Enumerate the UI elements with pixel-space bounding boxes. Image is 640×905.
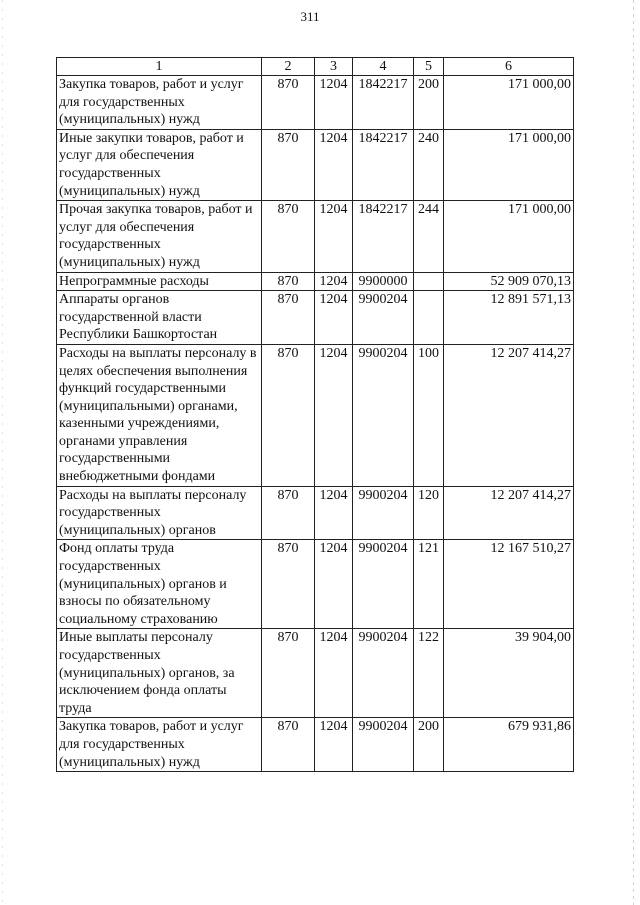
cell-expense-type: 200: [414, 76, 444, 130]
table-row: [57, 486, 574, 540]
cell-target-article: 1842217: [353, 129, 414, 200]
table-row: [57, 629, 574, 718]
table-row: [57, 272, 574, 291]
cell-name: Прочая закупка товаров, работ и услуг для обеспечения государственных (муниципальных) нужд: [57, 201, 262, 272]
scan-edge-left: [2, 0, 3, 905]
cell-amount: 39 904,00: [444, 629, 574, 718]
cell-amount: 171 000,00: [444, 76, 574, 130]
cell-ministry-code: 870: [262, 344, 315, 486]
table-row: [57, 291, 574, 345]
cell-ministry-code: 870: [262, 272, 315, 291]
cell-name: Закупка товаров, работ и услуг для государственных (муниципальных) нужд: [57, 718, 262, 772]
cell-name: Расходы на выплаты персоналу в целях обеспечения выполнения функций государственными (муниципальными) органами, казенными учреждениями, органами управления государственными внебюджетными фондами: [57, 344, 262, 486]
cell-amount: 12 207 414,27: [444, 344, 574, 486]
cell-name: Иные выплаты персоналу государственных (муниципальных) органов, за исключением фонда оплаты труда: [57, 629, 262, 718]
cell-section-code: 1204: [315, 486, 353, 540]
header-row: [57, 58, 574, 76]
cell-expense-type: 100: [414, 344, 444, 486]
cell-target-article: 9900000: [353, 272, 414, 291]
cell-ministry-code: 870: [262, 629, 315, 718]
cell-expense-type: 120: [414, 486, 444, 540]
cell-name: Расходы на выплаты персоналу государственных (муниципальных) органов: [57, 486, 262, 540]
cell-amount: 52 909 070,13: [444, 272, 574, 291]
budget-table: [56, 57, 574, 772]
cell-target-article: 9900204: [353, 291, 414, 345]
cell-section-code: 1204: [315, 344, 353, 486]
cell-ministry-code: 870: [262, 718, 315, 772]
cell-section-code: 1204: [315, 76, 353, 130]
cell-ministry-code: 870: [262, 201, 315, 272]
cell-expense-type: 244: [414, 201, 444, 272]
column-header-3: 3: [315, 58, 353, 76]
table-row: [57, 540, 574, 629]
cell-amount: 12 167 510,27: [444, 540, 574, 629]
cell-section-code: 1204: [315, 629, 353, 718]
page-number: 311: [300, 9, 320, 24]
cell-target-article: 9900204: [353, 718, 414, 772]
cell-ministry-code: 870: [262, 291, 315, 345]
cell-expense-type: 122: [414, 629, 444, 718]
cell-ministry-code: 870: [262, 540, 315, 629]
cell-section-code: 1204: [315, 718, 353, 772]
column-header-4: 4: [353, 58, 414, 76]
cell-ministry-code: 870: [262, 486, 315, 540]
table-row: [57, 129, 574, 200]
cell-target-article: 9900204: [353, 540, 414, 629]
column-header-5: 5: [414, 58, 444, 76]
cell-amount: 12 207 414,27: [444, 486, 574, 540]
cell-expense-type: 200: [414, 718, 444, 772]
cell-name: Непрограммные расходы: [57, 272, 262, 291]
cell-section-code: 1204: [315, 272, 353, 291]
cell-ministry-code: 870: [262, 129, 315, 200]
cell-target-article: 1842217: [353, 76, 414, 130]
cell-section-code: 1204: [315, 291, 353, 345]
table-row: [57, 718, 574, 772]
scan-edge-right: [633, 0, 634, 905]
cell-target-article: 9900204: [353, 486, 414, 540]
cell-expense-type: [414, 291, 444, 345]
cell-target-article: 9900204: [353, 629, 414, 718]
cell-target-article: 1842217: [353, 201, 414, 272]
table-row: [57, 76, 574, 130]
table-row: [57, 201, 574, 272]
cell-section-code: 1204: [315, 201, 353, 272]
cell-amount: 679 931,86: [444, 718, 574, 772]
cell-target-article: 9900204: [353, 344, 414, 486]
column-header-6: 6: [444, 58, 574, 76]
cell-amount: 171 000,00: [444, 129, 574, 200]
table-row: [57, 344, 574, 486]
cell-name: Фонд оплаты труда государственных (муниципальных) органов и взносы по обязательному социальному страхованию: [57, 540, 262, 629]
cell-expense-type: 121: [414, 540, 444, 629]
column-header-1: 1: [57, 58, 262, 76]
cell-amount: 12 891 571,13: [444, 291, 574, 345]
cell-name: Закупка товаров, работ и услуг для государственных (муниципальных) нужд: [57, 76, 262, 130]
column-header-2: 2: [262, 58, 315, 76]
cell-expense-type: [414, 272, 444, 291]
cell-ministry-code: 870: [262, 76, 315, 130]
cell-section-code: 1204: [315, 129, 353, 200]
cell-name: Иные закупки товаров, работ и услуг для обеспечения государственных (муниципальных) нужд: [57, 129, 262, 200]
cell-expense-type: 240: [414, 129, 444, 200]
cell-name: Аппараты органов государственной власти Республики Башкортостан: [57, 291, 262, 345]
cell-amount: 171 000,00: [444, 201, 574, 272]
cell-section-code: 1204: [315, 540, 353, 629]
